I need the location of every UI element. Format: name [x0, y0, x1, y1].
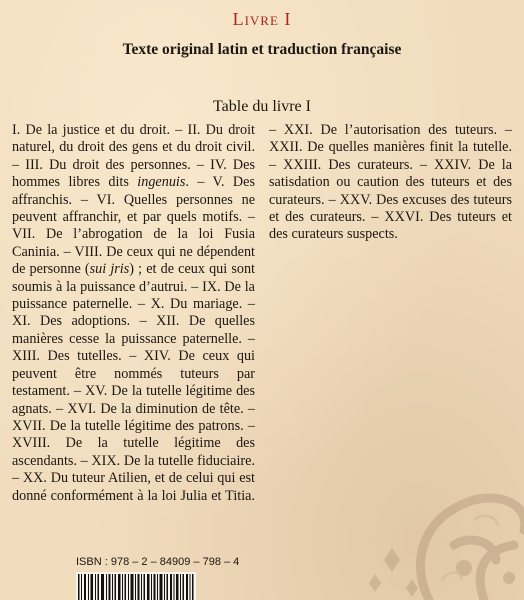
- book-label: Livre I: [232, 9, 292, 29]
- barcode-icon: [76, 572, 196, 600]
- toc-title: Table du livre I: [213, 98, 311, 115]
- ornamental-initial-icon: [324, 450, 524, 600]
- subtitle: Texte original latin et traduction française: [122, 41, 402, 58]
- toc-latin-term-2: sui jris: [89, 261, 130, 278]
- toc-text-part-1: I. De la justice et du droit. – II. Du droit naturel, du droit des gens et du droit civil. – III. Du droit des personnes. – IV. Des hommes libres dits: [12, 122, 255, 191]
- toc-text-part-2: . – V. Des affranchis. – VI. Quelles personnes ne peuvent affranchir, et par quels motifs. – VII. De l’abrogation de la loi Fusia Caninia. – VIII. De ceux qui ne dépendent de personne (: [12, 174, 255, 278]
- isbn-text: ISBN : 978 – 2 – 84909 – 798 – 4: [76, 556, 240, 568]
- toc-text-part-3: ) ; et de ceux qui sont soumis à la puissance d’autrui. – IX. De la puissance paternelle. – X. Du mariage. – XI. Des adoptions. – XII. De quelles manières cesse la puissance paternelle. – XIII. Des tutelles. – XIV. De ceux qui peuvent être nommés tuteurs par testament. – XV. De la tutelle légitime des agnats. – XVI. De la diminution de tête. – XVII. De la tutelle légitime des patrons. – XVIII. De la tutelle légitime des ascendants. – XIX. De la tutelle fiduciaire. – XX. Du tuteur Atilien, et de celui qui est donné conformément à la loi Julia et Titia. – XXI. De l’autorisation des tuteurs. – XXII. De quelles manières finit la tutelle. – XXIII. Des curateurs. – XXIV. De la satisdation ou caution des tuteurs et des curateurs. – XXV. Des excuses des tuteurs et des curateurs. – XXVI. Des tuteurs et des curateurs suspects.: [12, 122, 512, 504]
- toc-latin-term-1: ingenuis: [137, 174, 186, 191]
